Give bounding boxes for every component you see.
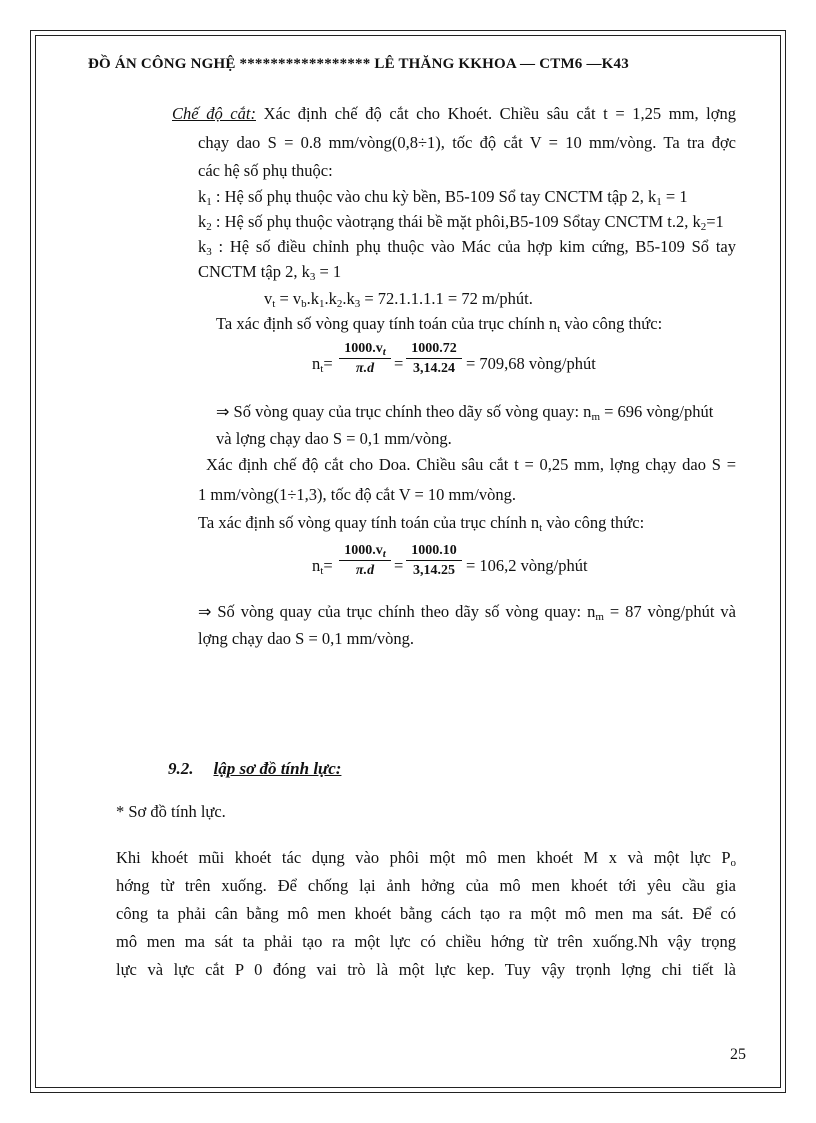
running-header: ĐỒ ÁN CÔNG NGHỆ ***************** LÊ THĂNG KKHOA — CTM6 —K43 bbox=[88, 56, 629, 72]
nt-intro: Ta xác định số vòng quay tính toán của trục chính $n_t$ vào công thức: bbox=[216, 314, 663, 335]
para-line1: Khi khoét mũi khoét tác dụng vào phôi một mô men khoét M x và một lực $P_o$ bbox=[116, 848, 736, 869]
vt-formula: $v_t = v_b.k_1.k_2.k_3 = 72.1.1.1.1 = 72$ m/phút. bbox=[264, 289, 533, 310]
para-line3: công ta phải cân bằng mô men khoét bằng cách tạo ra một mô men ma sát. Để có bbox=[116, 904, 736, 923]
k1-line: $k_1$ : Hệ số phụ thuộc vào chu kỳ bền, B5-109 Sổ tay CNCTM tập 2, $k_1 = 1$ bbox=[198, 187, 688, 208]
eq1-lhs: $n_t=$ bbox=[312, 354, 333, 375]
p1-line2: chạy dao S = 0.8 mm/vòng(0,8÷1), tốc độ cắt V = 10 mm/vòng. Ta tra đợc bbox=[198, 133, 736, 152]
eq1-equals: = bbox=[394, 354, 404, 373]
para-line2: hớng từ trên xuống. Để chống lại ảnh hởng của mô men khoét tới yêu cầu gia bbox=[116, 876, 736, 895]
implies-arrow-icon: ⇒ bbox=[198, 602, 212, 621]
eq2-fraction-1: $\frac{1000.v_t}{\pi.d}$ bbox=[339, 542, 391, 580]
k3-line1: $k_3$ : Hệ số điều chỉnh phụ thuộc vào Mác của hợp kim cứng, B5-109 Sổ tay bbox=[198, 237, 736, 258]
eq1-fraction-2: $\frac{1000.72}{3,14.24}$ bbox=[406, 340, 462, 378]
section-title: lập sơ đồ tính lực: bbox=[213, 759, 342, 778]
bullet-line: * Sơ đồ tính lực. bbox=[116, 802, 226, 821]
implies-arrow-icon: ⇒ bbox=[216, 402, 230, 421]
doa-line3: Ta xác định số vòng quay tính toán của trục chính $n_t$ vào công thức: bbox=[198, 513, 645, 534]
p1-line1: Chế độ cắt: Xác định chế độ cắt cho Khoét. Chiều sâu cắt t = 1,25 mm, lợng bbox=[172, 104, 736, 123]
k3-line2: CNCTM tập 2, $k_3 = 1$ bbox=[198, 262, 342, 283]
para-line5: lực và lực cắt P 0 đóng vai trò là một lực kep. Tuy vậy trọnh lợng chi tiết là bbox=[116, 960, 736, 979]
doa-line1: Xác định chế độ cắt cho Doa. Chiều sâu cắt t = 0,25 mm, lợng chạy dao S = bbox=[206, 455, 736, 474]
r1-line2: và lợng chạy dao S = 0,1 mm/vòng. bbox=[216, 429, 452, 448]
k2-line: $k_2$ : Hệ số phụ thuộc vàotrạng thái bề mặt phôi,B5-109 Sổtay CNCTM t.2, $k_2=1$ bbox=[198, 212, 724, 233]
eq2-fraction-2: $\frac{1000.10}{3,14.25}$ bbox=[406, 542, 462, 580]
eq2-lhs: $n_t=$ bbox=[312, 556, 333, 577]
p1-line3: các hệ số phụ thuộc: bbox=[198, 161, 333, 180]
r2-line2: lợng chạy dao S = 0,1 mm/vòng. bbox=[198, 629, 415, 648]
r2-line1: ⇒ Số vòng quay của trục chính theo dãy số vòng quay: $n_m = 87$ vòng/phút và bbox=[198, 602, 736, 623]
page-number: 25 bbox=[730, 1046, 746, 1063]
r1-line1: ⇒ Số vòng quay của trục chính theo dãy số vòng quay: $n_m = 696$ vòng/phút bbox=[216, 402, 714, 423]
cut-mode-label: Chế độ cắt: bbox=[172, 104, 256, 123]
doa-line2: 1 mm/vòng(1÷1,3), tốc độ cắt V = 10 mm/vòng. bbox=[198, 485, 516, 504]
para-line4: mô men ma sát ta phải tạo ra một lực có chiều hớng từ trên xuống.Nh vậy trọng bbox=[116, 932, 736, 951]
eq2-result: = 106,2 vòng/phút bbox=[466, 556, 588, 575]
eq1-fraction-1: $\frac{1000.v_t}{\pi.d}$ bbox=[339, 340, 391, 378]
eq2-equals: = bbox=[394, 556, 404, 575]
section-number: 9.2. bbox=[168, 759, 194, 778]
section-heading bbox=[168, 759, 341, 779]
eq1-result: = 709,68 vòng/phút bbox=[466, 354, 596, 373]
